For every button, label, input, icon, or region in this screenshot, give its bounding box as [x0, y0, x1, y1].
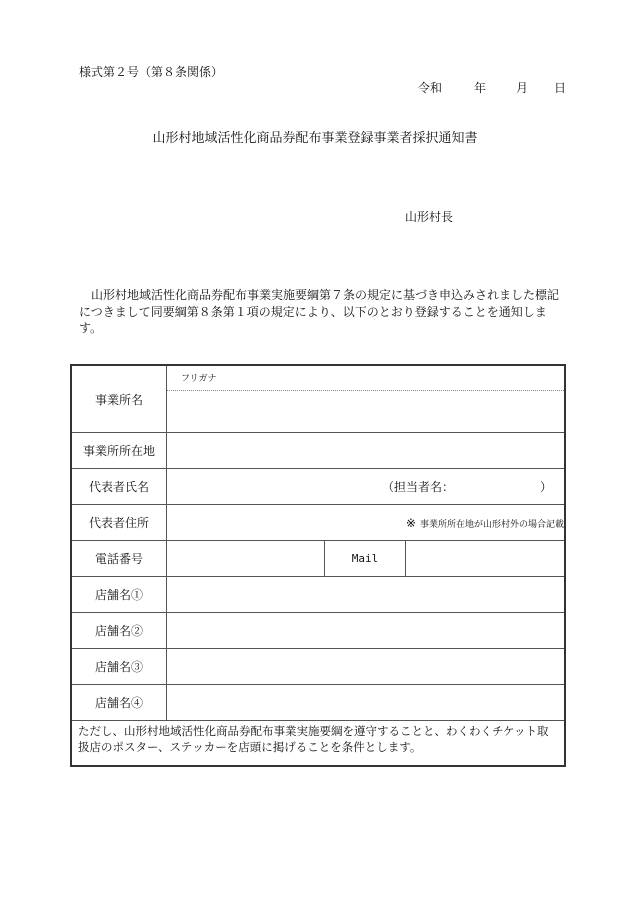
footer-note: ただし、山形村地域活性化商品券配布事業実施要綱を遵守することと、わくわくチケット取扱店のポスター、ステッカーを店頭に掲げることを条件とします。 [71, 721, 565, 767]
date-era: 令和 [418, 81, 443, 95]
business-name-cell[interactable] [167, 365, 566, 433]
body-text [79, 287, 559, 337]
mail-field[interactable] [406, 541, 564, 576]
row-store-4 [71, 685, 565, 721]
store-3-cell[interactable] [167, 649, 566, 685]
rep-address-cell[interactable] [167, 505, 566, 541]
row-store-2 [71, 613, 565, 649]
date-day: 日 [554, 81, 567, 95]
store-2-label: 店舗名② [71, 613, 167, 649]
store-3-label: 店舗名③ [71, 649, 167, 685]
body-paragraph: 山形村地域活性化商品券配布事業実施要綱第７条の規定に基づき申込みされました標記につきまして同要綱第８条第１項の規定により、以下のとおり登録することを通知します。 [79, 288, 560, 335]
representative-label: 代表者氏名 [71, 469, 167, 505]
form-number: 様式第２号（第８条関係） [79, 65, 224, 79]
representative-cell[interactable] [167, 469, 566, 505]
date-line [418, 79, 566, 96]
row-footer-note [71, 721, 565, 767]
store-1-label: 店舗名① [71, 577, 167, 613]
store-1-cell[interactable] [167, 577, 566, 613]
business-name-label: 事業所名 [71, 365, 167, 433]
mail-label: Mail [325, 541, 406, 576]
row-rep-address [71, 505, 565, 541]
store-2-cell[interactable] [167, 613, 566, 649]
furigana-label: フリガナ [181, 374, 217, 384]
sender-name: 山形村長 [405, 210, 454, 224]
date-year: 年 [474, 81, 487, 95]
document-title: 山形村地域活性化商品券配布事業登録事業者採択通知書 [152, 131, 478, 146]
rep-address-label: 代表者住所 [71, 505, 167, 541]
row-phone [71, 541, 565, 577]
row-store-1 [71, 577, 565, 613]
date-month: 月 [516, 81, 529, 95]
phone-label: 電話番号 [71, 541, 167, 577]
furigana-row[interactable] [167, 366, 564, 391]
note-mark: ※ [405, 515, 416, 530]
store-4-cell[interactable] [167, 685, 566, 721]
registration-table [70, 364, 566, 767]
business-address-cell[interactable] [167, 433, 566, 469]
phone-field[interactable] [167, 541, 325, 576]
contact-person-label: （担当者名： [381, 480, 454, 494]
store-4-label: 店舗名④ [71, 685, 167, 721]
contact-person-close: ） [539, 480, 552, 494]
rep-address-note: 事業所所在地が山形村外の場合記載 [419, 519, 564, 530]
row-store-3 [71, 649, 565, 685]
row-business-name [71, 365, 565, 433]
phone-mail-cell [167, 541, 566, 577]
business-address-label: 事業所所在地 [71, 433, 167, 469]
row-representative [71, 469, 565, 505]
row-business-address [71, 433, 565, 469]
